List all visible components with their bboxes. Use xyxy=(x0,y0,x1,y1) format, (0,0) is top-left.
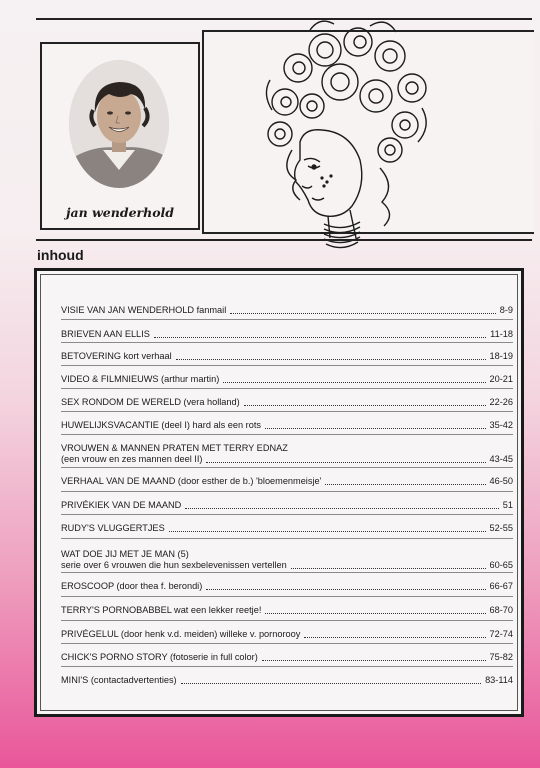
illustration-frame xyxy=(202,30,534,234)
toc-entry-title: VERHAAL VAN DE MAAND (door esther de b.) 'bloemenmeisje' xyxy=(61,476,322,486)
toc-divider xyxy=(61,342,513,343)
toc-entry-title: VROUWEN & MANNEN PRATEN MET TERRY EDNAZ xyxy=(61,443,288,453)
contents-heading: inhoud xyxy=(37,247,84,263)
toc-entry xyxy=(61,549,513,571)
toc-divider xyxy=(61,620,513,621)
toc-entry-pages: 51 xyxy=(502,500,513,510)
toc-entry-title: WAT DOE JIJ MET JE MAN (5) xyxy=(61,549,189,559)
toc-entry-pages: 22-26 xyxy=(489,397,513,407)
dot-leader xyxy=(325,484,485,485)
toc-entry-pages: 20-21 xyxy=(489,374,513,384)
toc-entry-title: EROSCOOP (door thea f. berondi) xyxy=(61,581,203,591)
toc-entry xyxy=(61,397,513,408)
dot-leader xyxy=(230,313,495,314)
toc-entry-pages: 83-114 xyxy=(485,675,513,685)
dot-leader xyxy=(304,637,485,638)
dot-leader xyxy=(206,462,485,463)
toc-entry-title: SEX RONDOM DE WERELD (vera holland) xyxy=(61,397,240,407)
toc-entry xyxy=(61,476,513,487)
toc-entry xyxy=(61,305,513,316)
dot-leader xyxy=(169,531,486,532)
table-of-contents xyxy=(34,268,524,717)
toc-entry xyxy=(61,523,513,534)
toc-entry-pages: 66-67 xyxy=(489,581,513,591)
table-of-contents-inner xyxy=(40,274,518,711)
toc-entry xyxy=(61,329,513,340)
toc-entry xyxy=(61,605,513,616)
portrait-caption: jan wenderhold xyxy=(65,205,175,220)
toc-entry-pages: 43-45 xyxy=(489,454,513,464)
dot-leader xyxy=(154,337,486,338)
toc-entry-title: PRIVÉKIEK VAN DE MAAND xyxy=(61,500,182,510)
toc-divider xyxy=(61,514,513,515)
toc-entry xyxy=(61,351,513,362)
toc-entry-title: HUWELIJKSVACANTIE (deel I) hard als een rots xyxy=(61,420,261,430)
dot-leader xyxy=(244,405,486,406)
toc-entry-title: VISIE VAN JAN WENDERHOLD fanmail xyxy=(61,305,227,315)
toc-divider xyxy=(61,538,513,539)
toc-entry-pages: 52-55 xyxy=(489,523,513,533)
toc-entry-title: BETOVERING kort verhaal xyxy=(61,351,172,361)
dot-leader xyxy=(206,589,485,590)
toc-entry-title: TERRY'S PORNOBABBEL wat een lekker reetje! xyxy=(61,605,262,615)
toc-entry-title: PRIVÉGELUL (door henk v.d. meiden) willeke v. pornorooy xyxy=(61,629,301,639)
toc-divider xyxy=(61,491,513,492)
woman-curly-hair-illustration xyxy=(200,10,440,256)
toc-entry-title: BRIEVEN AAN ELLIS xyxy=(61,329,150,339)
toc-entry xyxy=(61,500,513,511)
toc-entry-pages: 60-65 xyxy=(489,560,513,570)
toc-divider xyxy=(61,643,513,644)
toc-entry-subtitle: (een vrouw en zes mannen deel II) xyxy=(61,454,203,464)
toc-divider xyxy=(61,319,513,320)
author-photo xyxy=(69,60,169,188)
dot-leader xyxy=(185,508,498,509)
toc-entry xyxy=(61,374,513,385)
toc-entry-pages: 18-19 xyxy=(489,351,513,361)
toc-divider xyxy=(61,596,513,597)
toc-divider xyxy=(61,365,513,366)
dot-leader xyxy=(262,660,486,661)
toc-entry-pages: 72-74 xyxy=(489,629,513,639)
section-rule xyxy=(36,239,532,241)
toc-entry-title: MINI'S (contactadvertenties) xyxy=(61,675,177,685)
toc-entry xyxy=(61,629,513,640)
toc-divider xyxy=(61,572,513,573)
toc-divider xyxy=(61,467,513,468)
toc-entry-pages: 75-82 xyxy=(489,652,513,662)
toc-divider xyxy=(61,388,513,389)
dot-leader xyxy=(181,683,481,684)
toc-entry-title: CHICK'S PORNO STORY (fotoserie in full color) xyxy=(61,652,258,662)
toc-entry-pages: 35-42 xyxy=(489,420,513,430)
toc-entry-title: VIDEO & FILMNIEUWS (arthur martin) xyxy=(61,374,220,384)
toc-divider xyxy=(61,666,513,667)
dot-leader xyxy=(291,568,486,569)
toc-divider xyxy=(61,434,513,435)
toc-entry xyxy=(61,581,513,592)
dot-leader xyxy=(265,428,486,429)
dot-leader xyxy=(265,613,485,614)
toc-entry-pages: 8-9 xyxy=(499,305,513,315)
toc-entry xyxy=(61,675,513,686)
dot-leader xyxy=(223,382,485,383)
toc-entry-pages: 46-50 xyxy=(489,476,513,486)
toc-entry xyxy=(61,652,513,663)
toc-entry-subtitle: serie over 6 vrouwen die hun sexbelevenissen vertellen xyxy=(61,560,287,570)
portrait-frame xyxy=(40,42,200,230)
toc-entry-pages: 11-18 xyxy=(490,329,513,339)
dot-leader xyxy=(176,359,486,360)
toc-entry xyxy=(61,443,513,465)
toc-divider xyxy=(61,411,513,412)
toc-entry-pages: 68-70 xyxy=(489,605,513,615)
toc-entry xyxy=(61,420,513,431)
toc-entry-title: RUDY'S VLUGGERTJES xyxy=(61,523,165,533)
